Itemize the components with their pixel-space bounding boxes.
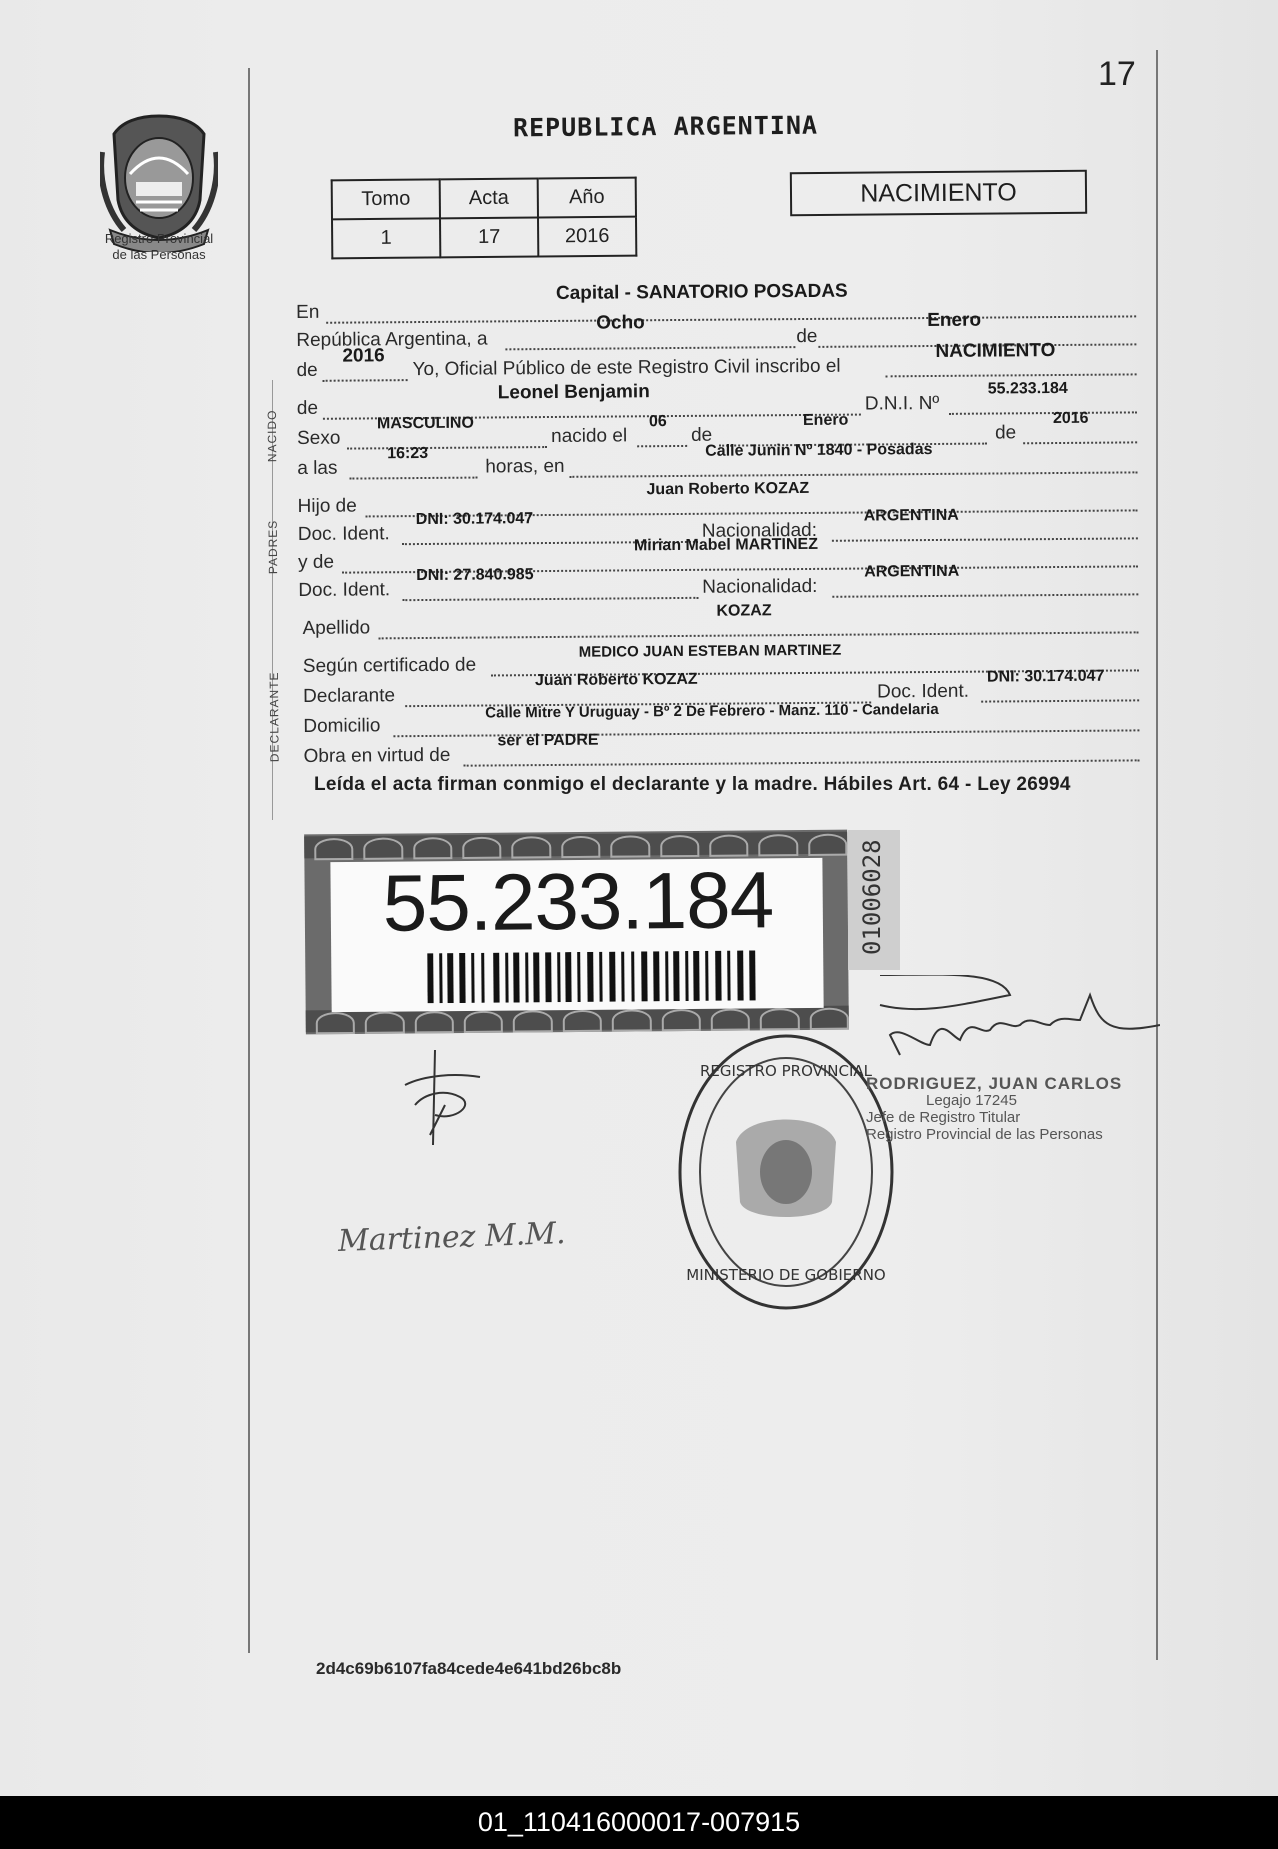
label-doc-ident: Doc. Ident. [298,579,391,601]
field-anio-acta: 2016 [342,345,385,367]
dotted-line [464,759,1140,766]
label-horas-en: horas, en [485,455,565,478]
field-madre: Mirian Mabel MARTINEZ [633,535,819,555]
field-lugar-acta: Capital - SANATORIO POSADAS [555,280,848,304]
dotted-line [347,446,547,450]
svg-text:MINISTERIO DE GOBIERNO: MINISTERIO DE GOBIERNO [686,1266,886,1284]
label-sexo: Sexo [297,427,341,449]
official-name: RODRIGUEZ, JUAN CARLOS [866,1074,1123,1093]
field-declarante-doc: DNI: 30.174.047 [986,667,1105,686]
dni-sticker [304,830,849,1035]
field-nombre: Leonel Benjamin [497,381,650,404]
field-tipo-acta: NACIMIENTO [935,340,1056,362]
dotted-line [981,699,1139,702]
dotted-line [1023,441,1137,444]
record-type-box: NACIMIENTO [790,170,1087,217]
label-de: de [690,424,713,446]
field-anio-nac: 2016 [1052,409,1089,428]
field-dni: 55.233.184 [987,379,1068,398]
table-header-cell: Acta [440,179,538,219]
label-dni: D.N.I. Nº [864,392,940,415]
declarant-signature-icon [385,1045,495,1155]
label-segun-certificado: Según certificado de [302,654,477,677]
serial-tab [848,830,900,970]
field-dia-acta: Ocho [596,312,645,334]
signature-text: Martinez M.M. [337,1216,567,1259]
dotted-line [886,373,1137,377]
section-label-padres: PADRES [265,519,281,575]
registry-label-line1: Registro Provincial [104,231,214,246]
label-nacionalidad: Nacionalidad: [701,519,818,542]
dotted-line [505,346,795,350]
field-declarante: Juan Roberto KOZAZ [534,670,698,690]
document-hash: 2d4c69b6107fa84cede4e641bd26bc8b [316,1659,622,1678]
table-cell: 2016 [538,217,636,257]
registry-label-line2: de las Personas [112,247,206,262]
field-padre: Juan Roberto KOZAZ [646,479,810,499]
field-domicilio: Calle Mitre Y Uruguay - Bº 2 De Febrero - Manz. 110 - Candelaria [485,700,939,722]
dotted-line [349,477,477,480]
label-de: de [994,422,1017,444]
field-sexo: MASCULINO [376,414,474,433]
serial-number: 01006028 [858,839,886,955]
page-title: REPUBLICA ARGENTINA [512,110,819,143]
table-cell: 17 [440,218,538,258]
label-de: de [296,359,318,381]
label-domicilio: Domicilio [303,715,381,737]
label-de: de [796,325,818,348]
scan-id-footer: 01_110416000017-007915 [477,1807,801,1837]
table-header-cell: Año [538,178,636,218]
label-hijo-de: Hijo de [297,495,357,517]
label-en: En [296,301,320,323]
label-republica: República Argentina, a [296,328,488,351]
field-certificado: MEDICO JUAN ESTEBAN MARTINEZ [578,641,842,661]
dotted-line [402,597,698,601]
official-organismo: Registro Provincial de las Personas [866,1126,1103,1143]
label-yo-oficial: Yo, Oficial Público de este Registro Civil inscribo el [412,355,841,381]
dotted-line [569,471,1137,477]
closing-statement: Leída el acta firman conmigo el declarante y la madre. Hábiles Art. 64 - Ley 26994 [314,774,1071,795]
label-nacionalidad: Nacionalidad: [702,575,818,598]
field-mes-nac: Enero [802,411,849,430]
sticker-label [330,855,823,1012]
dotted-line [832,537,1138,541]
dotted-line [832,593,1138,597]
field-dia-nac: 06 [648,413,667,431]
dotted-line [326,315,1136,323]
svg-text:REGISTRO PROVINCIAL: REGISTRO PROVINCIAL [699,1062,873,1080]
barcode-icon [427,950,757,1003]
label-doc-ident: Doc. Ident. [877,680,970,703]
field-padre-doc: DNI: 30.174.047 [415,510,534,529]
official-signature-icon [860,975,1160,1085]
field-apellido: KOZAZ [716,602,772,620]
table-cell: 1 [332,218,440,258]
field-madre-nac: ARGENTINA [864,562,960,581]
label-apellido: Apellido [302,617,371,639]
section-label-declarante: DECLARANTE [266,671,282,763]
label-obra-en-virtud: Obra en virtud de [303,744,451,767]
field-lugar-nac: Calle Junin Nº 1840 - Posadas [705,440,933,460]
official-stamp-block [866,1075,1122,1143]
table-header-cell: Tomo [332,179,440,219]
page-number: 17 [1098,55,1136,93]
label-a-las: a las [297,457,338,479]
field-virtud: ser el PADRE [497,731,599,750]
field-mes-acta: Enero [927,309,982,332]
section-label-nacido: NACIDO [264,409,280,463]
dotted-line [949,411,1137,414]
field-padre-nac: ARGENTINA [863,506,959,525]
label-nacido-el: nacido el [550,425,628,447]
dotted-line [637,445,687,447]
label-doc-ident: Doc. Ident. [297,523,390,545]
field-madre-doc: DNI: 27.840.985 [416,566,534,585]
dotted-line [323,379,408,382]
dotted-line [379,631,1139,639]
label-de: de [296,397,319,419]
field-hora: 16:23 [387,444,429,463]
official-legajo: Legajo 17245 [926,1092,1017,1109]
official-seal-icon [676,1032,896,1312]
dni-number: 55.233.184 [382,855,774,948]
official-cargo: Jefe de Registro Titular [866,1109,1021,1126]
label-y-de: y de [297,551,335,573]
label-declarante: Declarante [303,685,396,707]
